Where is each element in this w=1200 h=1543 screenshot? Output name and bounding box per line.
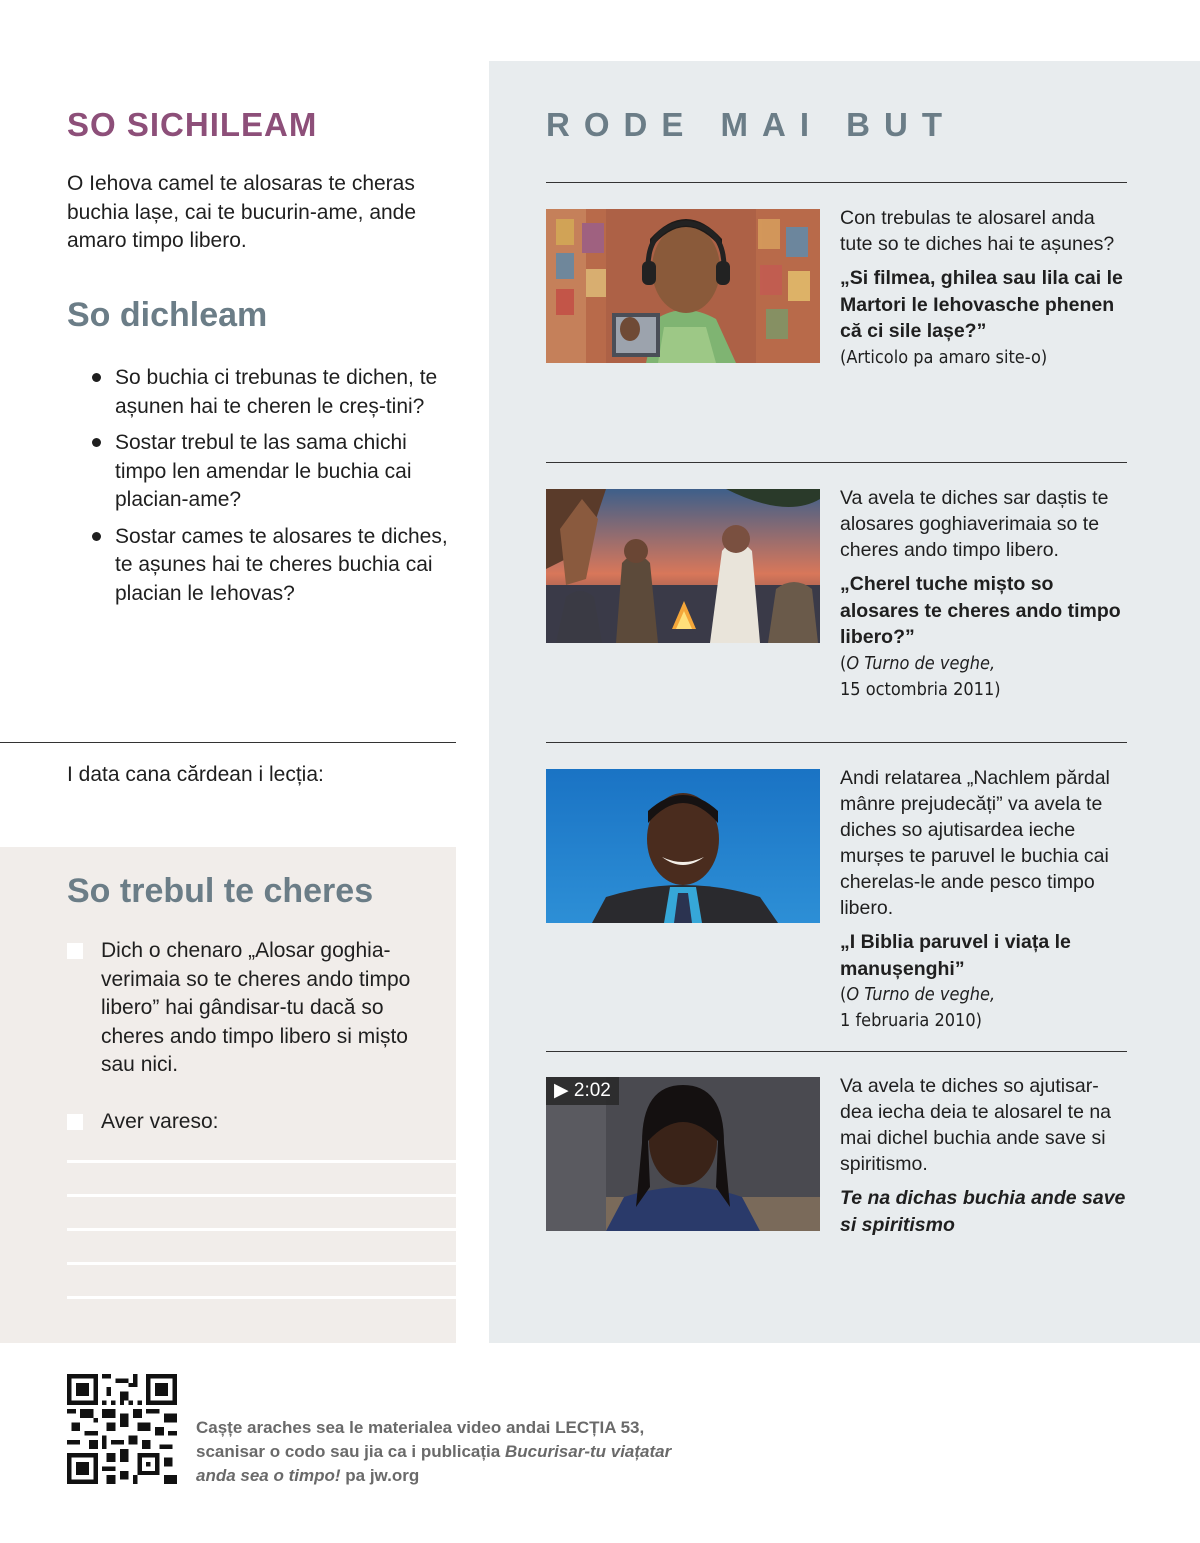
writing-line[interactable]	[67, 1296, 456, 1299]
todo-task	[67, 937, 437, 1080]
review-question	[92, 523, 452, 609]
source-paren: (	[840, 984, 847, 1005]
resource-title[interactable]: „I Biblia paruvel i viața le manușenghi”	[840, 931, 1071, 980]
resource-entry	[840, 765, 1130, 1034]
review-question-text: Sostar trebul te las sama chichi timpo len amendar le buchia cai placian-ame?	[115, 431, 412, 511]
divider	[0, 742, 456, 743]
lesson-date-label: I data cana cărdean i lecția:	[67, 763, 324, 786]
bullet-icon	[92, 532, 101, 541]
thumbnail-campfire[interactable]	[546, 489, 820, 643]
resource-title[interactable]: „Cherel tuche mișto so alosares te cheres ando timpo libero?”	[840, 573, 1121, 648]
qr-code[interactable]	[67, 1374, 177, 1484]
resource-description: Va avela te diches so ajutisar-dea iecha deia te alosarel te na mai dichel buchia ande save si spiritismo.	[840, 1075, 1112, 1175]
todo-task	[67, 1108, 437, 1137]
resource-entry	[840, 1073, 1130, 1238]
resource-description: Va avela te diches sar daștis te alosares goghiaverimaia so te cheres ando timpo libero.	[840, 487, 1109, 561]
bullet-icon	[92, 438, 101, 447]
section-heading-review: So dichleam	[67, 296, 268, 334]
checkbox[interactable]	[67, 1114, 83, 1130]
review-question-text: Sostar cames te alosares te diches, te așunes hai te cheres buchia cai placian le Iehovas?	[115, 524, 448, 605]
video-duration-badge: ▶ 2:02	[546, 1077, 619, 1105]
writing-line[interactable]	[67, 1194, 456, 1197]
publication-title: Bucurisar-tu viațatar	[504, 1442, 672, 1461]
source-date: 1 februaria 2010)	[840, 1010, 982, 1031]
divider	[546, 182, 1127, 183]
writing-line[interactable]	[67, 1160, 456, 1163]
footer-line: scanisar o codo sau jia ca i publicația	[196, 1442, 505, 1461]
footer-note	[196, 1416, 736, 1488]
writing-line[interactable]	[67, 1228, 456, 1231]
todo-task-text: Dich o chenaro „Alosar goghia-verimaia so te cheres ando timpo libero” hai gândisar-tu dacă so cheres ando timpo libero si mișto sau nici.	[101, 939, 411, 1076]
publication-title: anda sea o timpo!	[196, 1466, 341, 1485]
source-publication: O Turno de veghe,	[846, 984, 996, 1005]
video-thumbnail-woman[interactable]	[546, 1077, 820, 1231]
section-heading-more: RODE MAI BUT	[546, 106, 956, 143]
thumbnail-teen-headphones[interactable]	[546, 209, 820, 363]
resource-description: Andi relatarea „Nachlem părdal mânre prejudecăți” va avela te diches so ajutisardea ieche murșes te paruvel le buchia cai cherelas-le ande pesco timpo libero.	[840, 767, 1110, 919]
divider	[546, 1051, 1127, 1052]
section-heading-learned: SO SICHILEAM	[67, 106, 318, 143]
divider	[546, 462, 1127, 463]
resource-source: (Articolo pa amaro site-o)	[840, 346, 1048, 368]
section-heading-todo: So trebul te cheres	[67, 872, 374, 910]
resource-entry	[840, 205, 1130, 371]
resource-source	[840, 651, 1130, 703]
checkbox[interactable]	[67, 943, 83, 959]
resource-title[interactable]: Te na dichas buchia ande save si spiritismo	[840, 1187, 1126, 1236]
intro-text: O Iehova camel te alosaras te cheras buchia lașe, cai te bucurin-ame, ande amaro timpo libero.	[67, 172, 417, 252]
todo-panel	[0, 847, 456, 1343]
review-question-list	[92, 364, 452, 616]
bullet-icon	[92, 373, 101, 382]
divider	[546, 742, 1127, 743]
writing-line[interactable]	[67, 1262, 456, 1265]
todo-task-text: Aver vareso:	[101, 1110, 219, 1133]
resource-title[interactable]: „Si filmea, ghilea sau lila cai le Martori le Iehovasche phenen că ci sile lașe?”	[840, 267, 1123, 342]
footer-line: Cașțe araches sea le materialea video andai LECȚIA 53,	[196, 1418, 645, 1437]
footer-link-text[interactable]: pa jw.org	[340, 1466, 420, 1485]
source-date: 15 octombria 2011)	[840, 678, 1001, 700]
resource-entry	[840, 485, 1130, 703]
source-publication: O Turno de veghe,	[846, 652, 996, 674]
review-question-text: So buchia ci trebunas te dichen, te așunen hai te cheren le creș-tini?	[115, 366, 438, 418]
review-question	[92, 429, 452, 515]
thumbnail-smiling-man[interactable]	[546, 769, 820, 923]
source-paren: (	[840, 652, 847, 674]
resource-description: Con trebulas te alosarel anda tute so te diches hai te așunes?	[840, 207, 1115, 255]
review-question	[92, 364, 452, 421]
resource-source	[840, 982, 1130, 1034]
